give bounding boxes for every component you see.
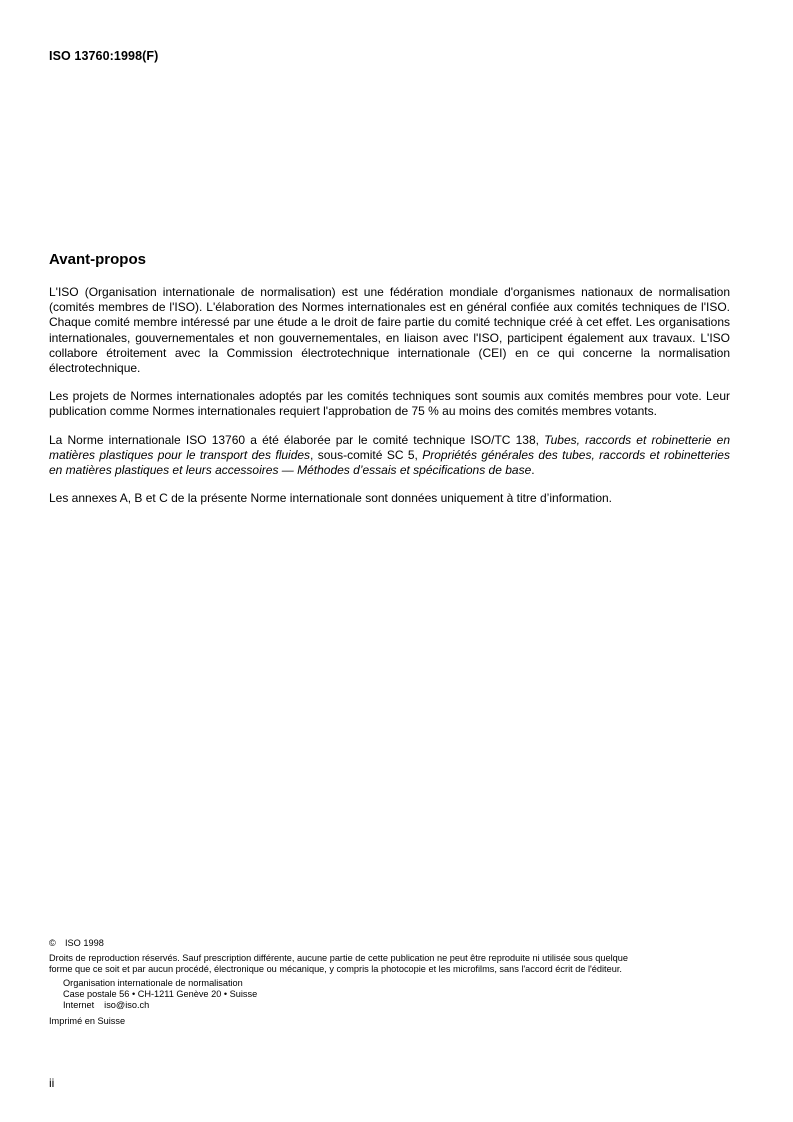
foreword-paragraph-1: L'ISO (Organisation internationale de normalisation) est une fédération mondiale d'organismes nationaux de normalisation (comités membres de l'ISO). L'élaboration des Normes internationales est en général confiée aux comités techniques de l'ISO. Chaque comité membre intéressé par une étude a le droit de faire partie du comité technique créé à cet effet. Les organisations internationales, gouvernementales et non gouvernementales, en liaison avec l'ISO, participent également aux travaux. L'ISO collabore étroitement avec la Commission électrotechnique internationale (CEI) en ce qui concerne la normalisation électrotechnique.	[49, 285, 730, 376]
publisher-address	[49, 978, 739, 1011]
paragraph-3-text-1: La Norme internationale ISO 13760 a été élaborée par le comité technique ISO/TC 138,	[49, 432, 545, 447]
paragraph-3-text-3: .	[531, 463, 535, 478]
postal-address: Case postale 56 • CH-1211 Genève 20 • Suisse	[63, 989, 258, 1000]
document-header: ISO 13760:1998(F)	[49, 49, 159, 63]
rights-statement	[49, 953, 739, 975]
foreword-title: Avant-propos	[49, 251, 146, 268]
foreword-paragraph-3	[49, 433, 730, 479]
internet-email: iso@iso.ch	[104, 1000, 150, 1011]
foreword-paragraph-2: Les projets de Normes internationales adoptés par les comités techniques sont soumis aux comités membres pour vote. Leur publication comme Normes internationales requiert l'approbation de 75 % au moins des comités membres votants.	[49, 389, 730, 419]
copyright-symbol: ©	[49, 938, 56, 948]
page-number: ii	[49, 1076, 55, 1090]
org-name: Organisation internationale de normalisation	[63, 978, 243, 989]
foreword-body	[49, 285, 730, 519]
sc-title: Propriétés générales des tubes, raccords et robinetteries en matières plastiques et leurs accessoires — Méthodes d’essais et spécifications de base	[49, 447, 730, 478]
copyright-block	[49, 938, 739, 1027]
foreword-paragraph-4: Les annexes A, B et C de la présente Norme internationale sont données uniquement à titre d’information.	[49, 491, 613, 506]
printed-in: Imprimé en Suisse	[49, 1015, 126, 1026]
paragraph-3-text-2: , sous-comité SC 5,	[310, 447, 423, 462]
tc-title: Tubes, raccords et robinetterie en matières plastiques pour le transport des fluides	[49, 432, 730, 462]
copyright-year: ISO 1998	[65, 938, 104, 948]
copyright-line	[49, 938, 739, 949]
rights-line-1: Droits de reproduction réservés. Sauf prescription différente, aucune partie de cette publication ne peut être reproduite ni utilisée sous quelque	[49, 953, 628, 964]
internet-label: Internet	[63, 1000, 95, 1011]
rights-line-2: forme que ce soit et par aucun procédé, électronique ou mécanique, y compris la photocopie et les microfilms, sans l'accord écrit de l'éditeur.	[49, 964, 622, 975]
internet-line	[63, 1000, 739, 1011]
